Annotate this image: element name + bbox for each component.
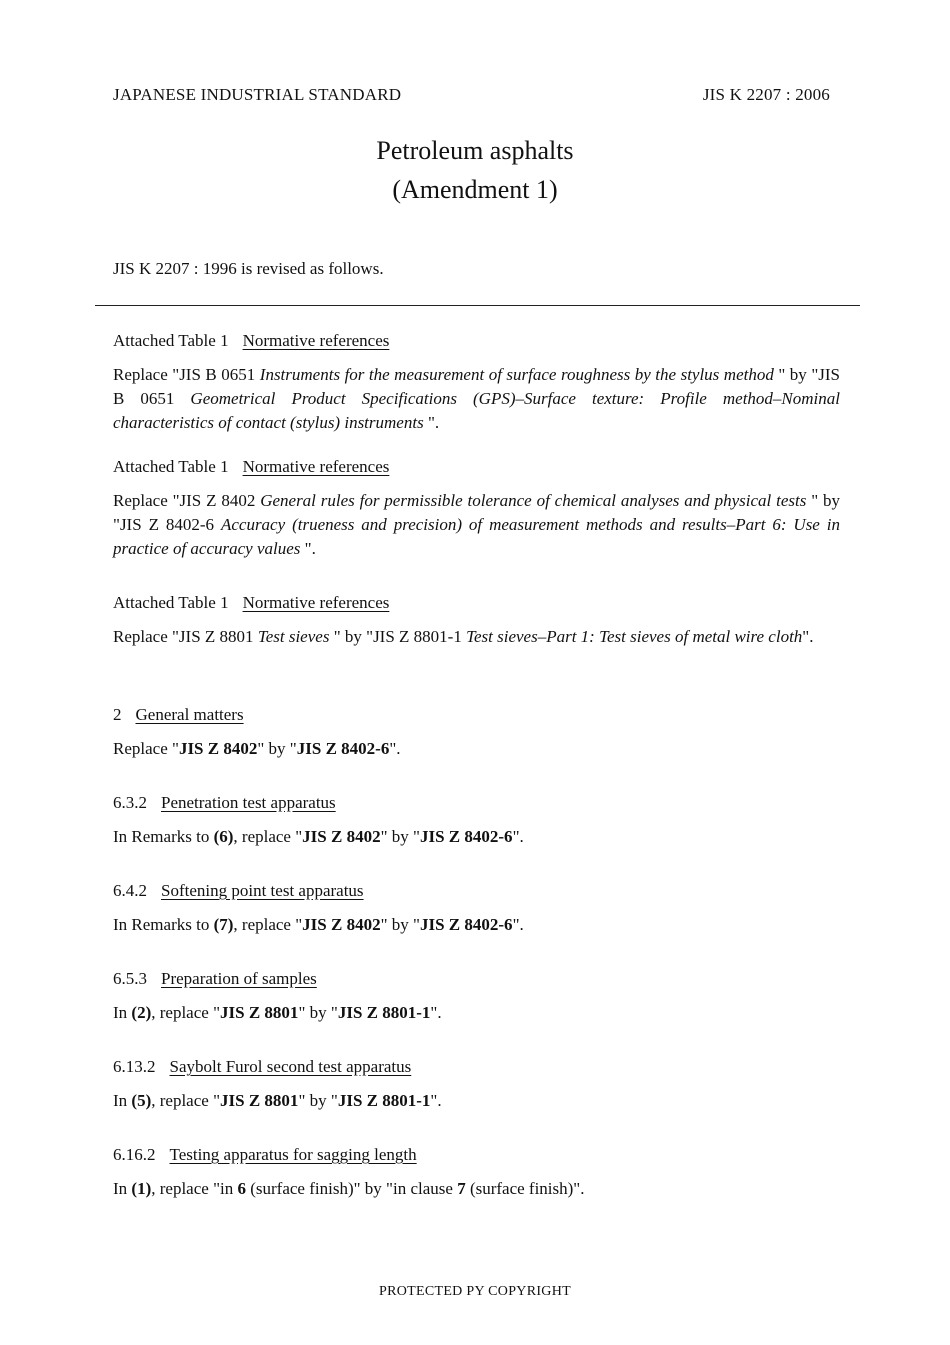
- amendment-section: [113, 1143, 840, 1201]
- amendment-section: [113, 967, 840, 1025]
- section-body: In Remarks to (7), replace "JIS Z 8402" by "JIS Z 8402-6".: [113, 915, 524, 934]
- section-heading: [113, 1143, 840, 1167]
- divider-rule: [95, 305, 860, 306]
- section-number: 6.16.2: [113, 1145, 156, 1164]
- header-standard-name: JAPANESE INDUSTRIAL STANDARD: [113, 85, 402, 104]
- amendment-section: [113, 329, 840, 435]
- amendment-section: [113, 591, 840, 649]
- section-number: 6.5.3: [113, 969, 147, 988]
- section-body: Replace "JIS Z 8402" by "JIS Z 8402-6".: [113, 739, 401, 758]
- section-number: Attached Table 1: [113, 331, 229, 350]
- copyright-footer: PROTECTED PY COPYRIGHT: [379, 1284, 571, 1299]
- section-heading: [113, 329, 840, 353]
- amendment-section: [113, 703, 840, 761]
- section-body: Replace "JIS Z 8402 General rules for permissible tolerance of chemical analyses and physical tests " by "JIS Z 8402-6 Accuracy (trueness and precision) of measurement methods and results–Part 6: Use in practice of accuracy values ".: [113, 491, 840, 558]
- section-number: Attached Table 1: [113, 457, 229, 476]
- document-subtitle: (Amendment 1): [392, 175, 558, 204]
- section-body: In (5), replace "JIS Z 8801" by "JIS Z 8801-1".: [113, 1091, 442, 1110]
- section-body: In (1), replace "in 6 (surface finish)" by "in clause 7 (surface finish)".: [113, 1179, 585, 1198]
- section-title: General matters: [135, 705, 244, 724]
- section-title: Normative references: [242, 457, 390, 476]
- section-title: Normative references: [242, 331, 390, 350]
- section-number: 2: [113, 705, 122, 724]
- section-number: Attached Table 1: [113, 593, 229, 612]
- section-body: In Remarks to (6), replace "JIS Z 8402" by "JIS Z 8402-6".: [113, 827, 524, 846]
- section-heading: [113, 591, 840, 615]
- intro-text: JIS K 2207 : 1996 is revised as follows.: [113, 259, 384, 278]
- amendment-section: [113, 879, 840, 937]
- section-title: Saybolt Furol second test apparatus: [169, 1057, 412, 1076]
- section-heading: [113, 967, 840, 991]
- section-number: 6.4.2: [113, 881, 147, 900]
- section-number: 6.13.2: [113, 1057, 156, 1076]
- section-title: Testing apparatus for sagging length: [169, 1145, 417, 1164]
- section-title: Preparation of samples: [161, 969, 317, 988]
- section-heading: [113, 1055, 840, 1079]
- section-body: Replace "JIS Z 8801 Test sieves " by "JIS Z 8801-1 Test sieves–Part 1: Test sieves of metal wire cloth".: [113, 627, 814, 646]
- section-body: In (2), replace "JIS Z 8801" by "JIS Z 8801-1".: [113, 1003, 442, 1022]
- section-heading: [113, 455, 840, 479]
- section-heading: [113, 703, 840, 727]
- section-title: Penetration test apparatus: [161, 793, 336, 812]
- section-body: Replace "JIS B 0651 Instruments for the measurement of surface roughness by the stylus method " by "JIS B 0651 Geometrical Product Specifications (GPS)–Surface texture: Profile method–Nominal characteristics of contact (stylus) instruments ".: [113, 365, 840, 432]
- section-heading: [113, 879, 840, 903]
- section-heading: [113, 791, 840, 815]
- section-title: Softening point test apparatus: [161, 881, 364, 900]
- header-standard-number: JIS K 2207 : 2006: [702, 85, 830, 104]
- amendment-section: [113, 791, 840, 849]
- section-number: 6.3.2: [113, 793, 147, 812]
- amendment-section: [113, 455, 840, 561]
- amendment-section: [113, 1055, 840, 1113]
- document-title: Petroleum asphalts: [376, 136, 574, 165]
- section-title: Normative references: [242, 593, 390, 612]
